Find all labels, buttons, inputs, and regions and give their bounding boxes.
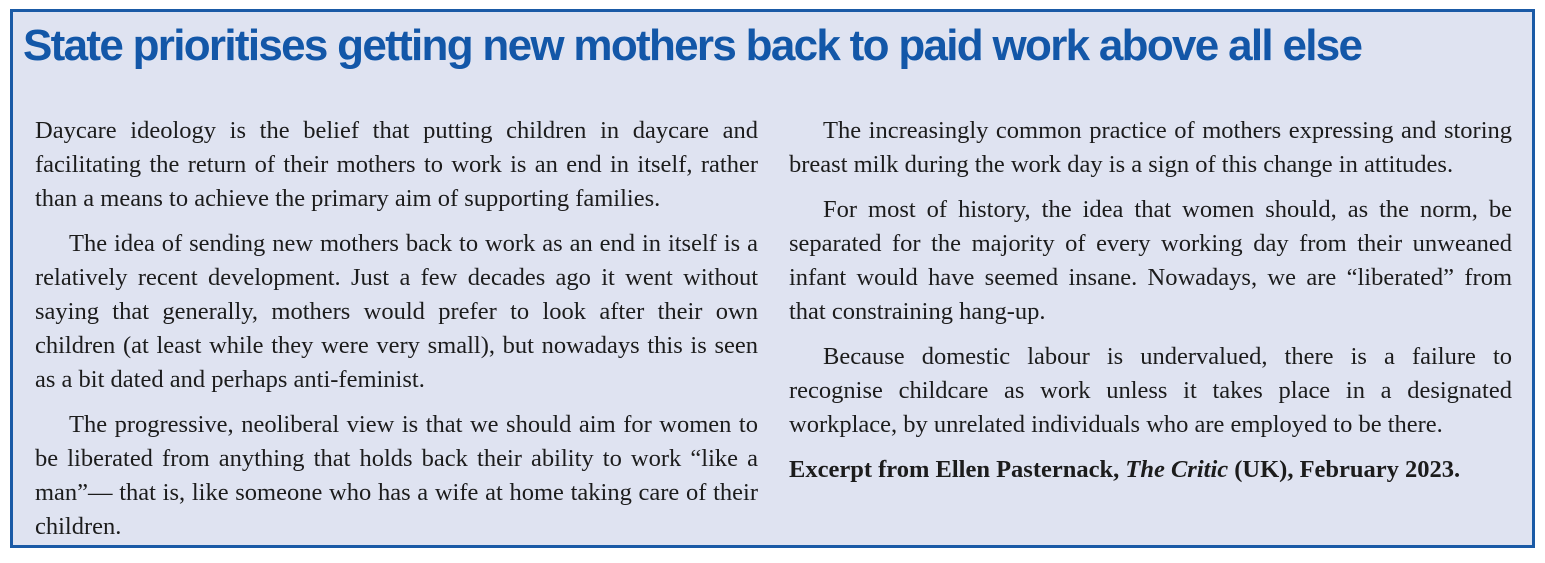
paragraph: The increasingly common practice of mothers expressing and storing breast milk during the work day is a sign of this change in attitudes.: [789, 117, 1512, 178]
source-publication: The Critic: [1125, 456, 1229, 483]
paragraph: The progressive, neoliberal view is that we should aim for women to be liberated from anything that holds back their ability to work “like a man”— that is, like someone who has a wife at home taking care of their children.: [35, 411, 758, 540]
source-prefix: Excerpt from Ellen Pasternack,: [789, 456, 1126, 483]
paragraph: Because domestic labour is undervalued, there is a failure to recognise childcare as work unless it takes place in a designated workplace, by unrelated individuals who are employed to be there.: [789, 343, 1512, 438]
left-column: [35, 114, 758, 555]
paragraph: Daycare ideology is the belief that putting children in daycare and facilitating the return of their mothers to work is an end in itself, rather than a means to achieve the primary aim of supporting families.: [35, 117, 758, 212]
right-column: [789, 114, 1512, 498]
headline: State prioritises getting new mothers back to paid work above all else: [23, 21, 1362, 70]
source-suffix: (UK), February 2023.: [1228, 456, 1461, 483]
paragraph: For most of history, the idea that women should, as the norm, be separated for the majority of every working day from their unweaned infant would have seemed insane. Nowadays, we are “liberated” from that constraining hang-up.: [789, 196, 1512, 325]
paragraph: The idea of sending new mothers back to work as an end in itself is a relatively recent development. Just a few decades ago it went without saying that generally, mothers would prefer to look after their own children (at least while they were very small), but nowadays this is seen as a bit dated and perhaps anti-feminist.: [35, 230, 758, 393]
source-citation: [789, 453, 1512, 487]
